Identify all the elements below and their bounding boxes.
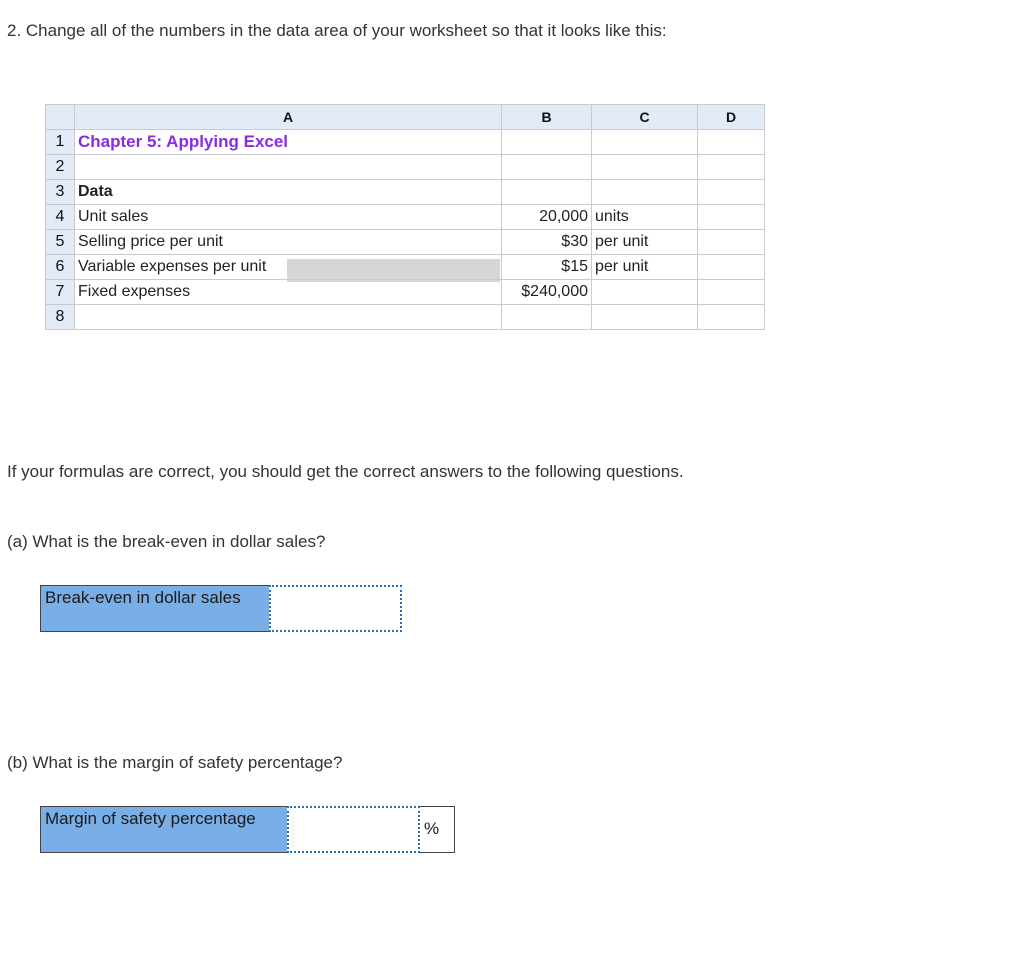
row-number[interactable]: 6 [46, 255, 75, 280]
cell-c4[interactable]: units [592, 205, 698, 230]
margin-of-safety-label: Margin of safety percentage [40, 806, 288, 853]
column-header-b[interactable]: B [502, 105, 592, 130]
cell-a1[interactable]: Chapter 5: Applying Excel [75, 130, 502, 155]
break-even-input[interactable] [269, 585, 402, 632]
cell-b1[interactable] [502, 130, 592, 155]
cell-d7[interactable] [698, 280, 765, 305]
table-row [46, 180, 765, 205]
cell-c8[interactable] [592, 305, 698, 330]
column-header-d[interactable]: D [698, 105, 765, 130]
cell-a6-text: Variable expenses per unit [78, 258, 267, 275]
cell-b4[interactable]: 20,000 [502, 205, 592, 230]
table-row [46, 255, 765, 280]
row-number[interactable]: 7 [46, 280, 75, 305]
cell-a4[interactable]: Unit sales [75, 205, 502, 230]
spreadsheet [45, 104, 765, 330]
row-number[interactable]: 1 [46, 130, 75, 155]
cell-d8[interactable] [698, 305, 765, 330]
cell-c1[interactable] [592, 130, 698, 155]
cell-a6[interactable] [75, 255, 502, 280]
question-a-text: (a) What is the break-even in dollar sales? [7, 532, 326, 551]
cell-c5[interactable]: per unit [592, 230, 698, 255]
cell-a8[interactable] [75, 305, 502, 330]
cell-d3[interactable] [698, 180, 765, 205]
corner-cell [46, 105, 75, 130]
cell-a2[interactable] [75, 155, 502, 180]
row-number[interactable]: 8 [46, 305, 75, 330]
column-header-a[interactable]: A [75, 105, 502, 130]
percent-unit: % [420, 806, 455, 853]
column-header-c[interactable]: C [592, 105, 698, 130]
instructions-text: If your formulas are correct, you should get the correct answers to the following questions. [7, 462, 684, 481]
cell-c7[interactable] [592, 280, 698, 305]
table-row [46, 155, 765, 180]
cell-a7[interactable]: Fixed expenses [75, 280, 502, 305]
cell-b6[interactable]: $15 [502, 255, 592, 280]
question-b-text: (b) What is the margin of safety percentage? [7, 753, 343, 772]
break-even-label: Break-even in dollar sales [40, 585, 270, 632]
table-row [46, 305, 765, 330]
question-title: 2. Change all of the numbers in the data area of your worksheet so that it looks like this: [7, 21, 667, 40]
cell-d5[interactable] [698, 230, 765, 255]
table-row [46, 280, 765, 305]
cell-a3[interactable]: Data [75, 180, 502, 205]
table-row [46, 130, 765, 155]
cell-c6[interactable]: per unit [592, 255, 698, 280]
cell-d2[interactable] [698, 155, 765, 180]
cell-d6[interactable] [698, 255, 765, 280]
cell-b2[interactable] [502, 155, 592, 180]
row-number[interactable]: 3 [46, 180, 75, 205]
row-number[interactable]: 5 [46, 230, 75, 255]
margin-of-safety-input[interactable] [287, 806, 420, 853]
cell-b5[interactable]: $30 [502, 230, 592, 255]
cell-b7[interactable]: $240,000 [502, 280, 592, 305]
cell-d4[interactable] [698, 205, 765, 230]
table-row [46, 205, 765, 230]
cell-b8[interactable] [502, 305, 592, 330]
cell-d1[interactable] [698, 130, 765, 155]
cell-b3[interactable] [502, 180, 592, 205]
table-row [46, 230, 765, 255]
row-number[interactable]: 2 [46, 155, 75, 180]
cell-a5[interactable]: Selling price per unit [75, 230, 502, 255]
row-number[interactable]: 4 [46, 205, 75, 230]
column-header-row [46, 105, 765, 130]
cell-c3[interactable] [592, 180, 698, 205]
cell-c2[interactable] [592, 155, 698, 180]
